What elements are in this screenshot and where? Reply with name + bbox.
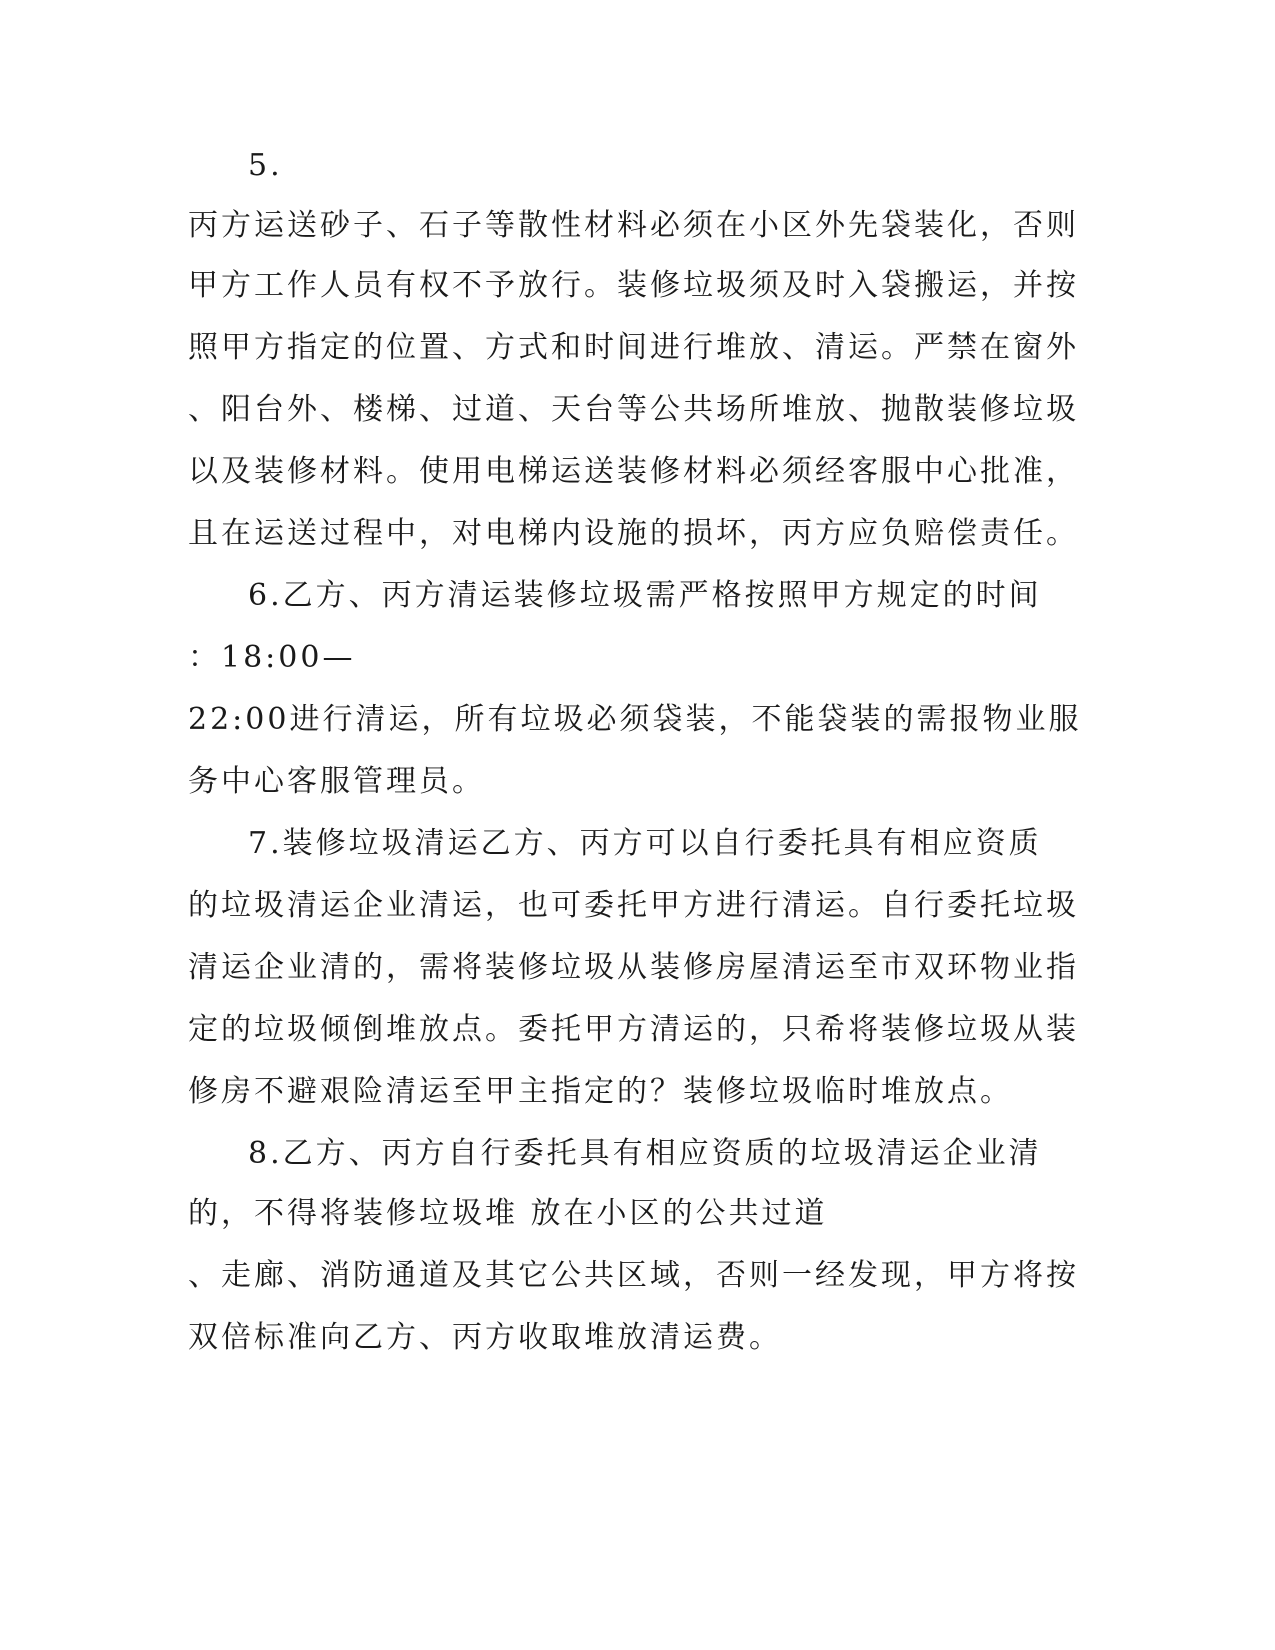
paragraph-line: 丙方运送砂子、石子等散性材料必须在小区外先袋装化，否则 xyxy=(188,208,1079,243)
paragraph-line: 以及装修材料。使用电梯运送装修材料必须经客服中心批准， xyxy=(188,454,1079,489)
item-8-line: 8.乙方、丙方自行委托具有相应资质的垃圾清运企业清 xyxy=(248,1136,1042,1171)
paragraph-line: 双倍标准向乙方、丙方收取堆放清运费。 xyxy=(188,1320,782,1355)
paragraph-line: 且在运送过程中，对电梯内设施的损坏，丙方应负赔偿责任。 xyxy=(188,516,1079,551)
item-7-line: 7.装修垃圾清运乙方、丙方可以自行委托具有相应资质 xyxy=(248,826,1042,861)
paragraph-line: 定的垃圾倾倒堆放点。委托甲方清运的，只希将装修垃圾从装 xyxy=(188,1012,1079,1047)
paragraph-line: 的垃圾清运企业清运，也可委托甲方进行清运。自行委托垃圾 xyxy=(188,888,1079,923)
paragraph-line: ：18:00— xyxy=(188,640,356,675)
item-6-line: 6.乙方、丙方清运装修垃圾需严格按照甲方规定的时间 xyxy=(248,578,1042,613)
paragraph-line: 22:00进行清运，所有垃圾必须袋装，不能袋装的需报物业服 xyxy=(188,702,1082,737)
paragraph-line: 、阳台外、楼梯、过道、天台等公共场所堆放、抛散装修垃圾 xyxy=(188,392,1079,427)
paragraph-line: 的，不得将装修垃圾堆 放在小区的公共过道 xyxy=(188,1196,828,1231)
paragraph-line: 清运企业清的，需将装修垃圾从装修房屋清运至市双环物业指 xyxy=(188,950,1079,985)
item-5-number: 5. xyxy=(248,148,283,183)
paragraph-line: 务中心客服管理员。 xyxy=(188,764,485,799)
paragraph-line: 、走廊、消防通道及其它公共区域，否则一经发现，甲方将按 xyxy=(188,1258,1079,1293)
paragraph-line: 修房不避艰险清运至甲主指定的？装修垃圾临时堆放点。 xyxy=(188,1074,1013,1109)
paragraph-line: 甲方工作人员有权不予放行。装修垃圾须及时入袋搬运，并按 xyxy=(188,268,1079,303)
paragraph-line: 照甲方指定的位置、方式和时间进行堆放、清运。严禁在窗外 xyxy=(188,330,1079,365)
